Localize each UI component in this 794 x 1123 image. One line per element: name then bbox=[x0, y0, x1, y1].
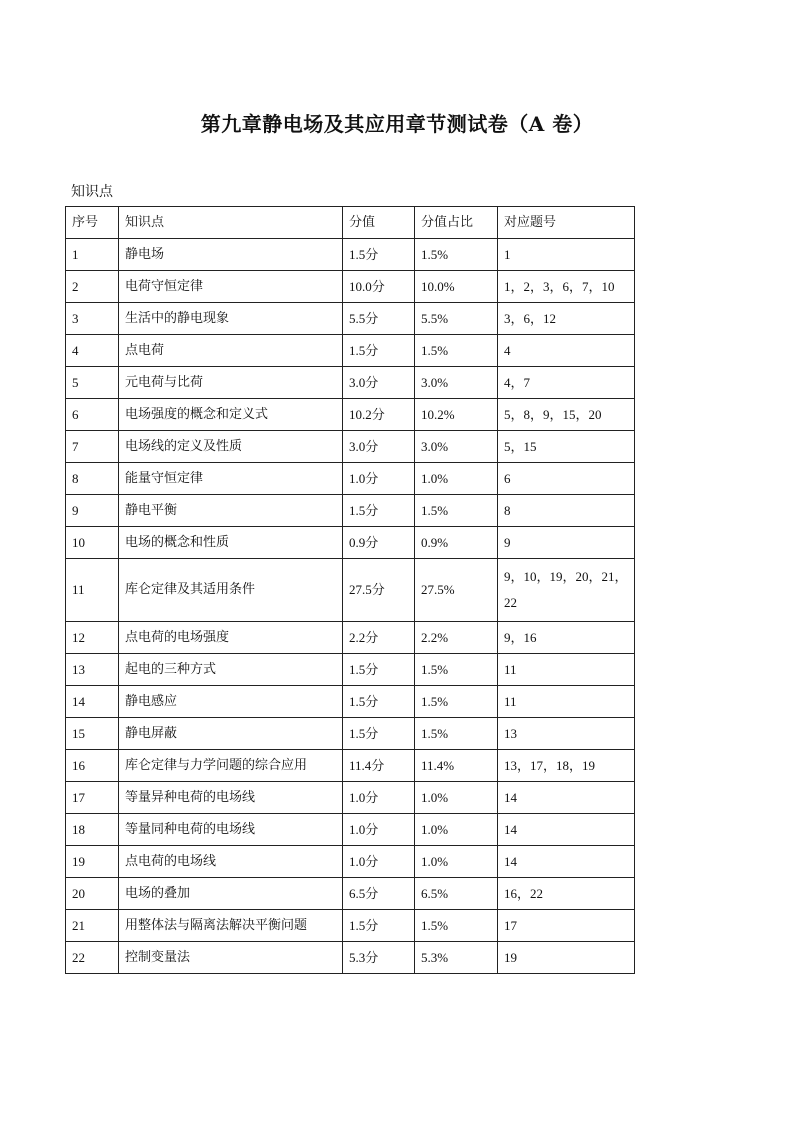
table-row bbox=[66, 654, 635, 686]
cell-questions: 5，15 bbox=[498, 431, 635, 463]
table-row bbox=[66, 559, 635, 622]
cell-index: 6 bbox=[66, 399, 119, 431]
cell-topic: 等量异种电荷的电场线 bbox=[119, 782, 343, 814]
cell-score: 6.5分 bbox=[343, 878, 415, 910]
cell-topic: 电场的概念和性质 bbox=[119, 527, 343, 559]
cell-score: 1.0分 bbox=[343, 814, 415, 846]
cell-ratio: 0.9% bbox=[415, 527, 498, 559]
cell-score: 5.3分 bbox=[343, 942, 415, 974]
cell-ratio: 3.0% bbox=[415, 367, 498, 399]
cell-topic: 能量守恒定律 bbox=[119, 463, 343, 495]
cell-questions: 9，16 bbox=[498, 622, 635, 654]
cell-score: 1.5分 bbox=[343, 718, 415, 750]
cell-score: 3.0分 bbox=[343, 431, 415, 463]
cell-score: 2.2分 bbox=[343, 622, 415, 654]
cell-index: 9 bbox=[66, 495, 119, 527]
cell-index: 8 bbox=[66, 463, 119, 495]
table-row bbox=[66, 622, 635, 654]
cell-ratio: 2.2% bbox=[415, 622, 498, 654]
cell-ratio: 27.5% bbox=[415, 559, 498, 622]
knowledge-table bbox=[65, 206, 635, 974]
cell-index: 13 bbox=[66, 654, 119, 686]
cell-index: 1 bbox=[66, 239, 119, 271]
cell-topic: 点电荷的电场强度 bbox=[119, 622, 343, 654]
cell-questions: 16，22 bbox=[498, 878, 635, 910]
cell-topic: 库仑定律及其适用条件 bbox=[119, 559, 343, 622]
cell-ratio: 10.0% bbox=[415, 271, 498, 303]
cell-questions: 11 bbox=[498, 686, 635, 718]
cell-topic: 静电屏蔽 bbox=[119, 718, 343, 750]
cell-index: 14 bbox=[66, 686, 119, 718]
cell-index: 4 bbox=[66, 335, 119, 367]
table-row bbox=[66, 878, 635, 910]
table-row bbox=[66, 367, 635, 399]
cell-ratio: 1.5% bbox=[415, 686, 498, 718]
cell-topic: 电场的叠加 bbox=[119, 878, 343, 910]
cell-index: 16 bbox=[66, 750, 119, 782]
table-row bbox=[66, 239, 635, 271]
cell-index: 22 bbox=[66, 942, 119, 974]
cell-topic: 电场线的定义及性质 bbox=[119, 431, 343, 463]
cell-score: 3.0分 bbox=[343, 367, 415, 399]
cell-questions: 6 bbox=[498, 463, 635, 495]
cell-index: 17 bbox=[66, 782, 119, 814]
table-row bbox=[66, 910, 635, 942]
cell-score: 11.4分 bbox=[343, 750, 415, 782]
table-row bbox=[66, 431, 635, 463]
cell-topic: 生活中的静电现象 bbox=[119, 303, 343, 335]
cell-topic: 点电荷的电场线 bbox=[119, 846, 343, 878]
cell-questions: 13 bbox=[498, 718, 635, 750]
cell-ratio: 1.0% bbox=[415, 846, 498, 878]
cell-score: 1.5分 bbox=[343, 335, 415, 367]
cell-ratio: 1.5% bbox=[415, 239, 498, 271]
table-row bbox=[66, 750, 635, 782]
cell-questions: 8 bbox=[498, 495, 635, 527]
cell-questions: 14 bbox=[498, 782, 635, 814]
cell-topic: 等量同种电荷的电场线 bbox=[119, 814, 343, 846]
cell-score: 1.5分 bbox=[343, 910, 415, 942]
table-row bbox=[66, 399, 635, 431]
cell-score: 10.2分 bbox=[343, 399, 415, 431]
cell-ratio: 1.0% bbox=[415, 814, 498, 846]
table-header-row bbox=[66, 207, 635, 239]
cell-index: 20 bbox=[66, 878, 119, 910]
cell-ratio: 5.5% bbox=[415, 303, 498, 335]
cell-score: 1.5分 bbox=[343, 654, 415, 686]
cell-index: 18 bbox=[66, 814, 119, 846]
cell-ratio: 1.0% bbox=[415, 463, 498, 495]
cell-topic: 静电平衡 bbox=[119, 495, 343, 527]
header-ratio: 分值占比 bbox=[415, 207, 498, 239]
cell-index: 21 bbox=[66, 910, 119, 942]
cell-topic: 点电荷 bbox=[119, 335, 343, 367]
cell-questions: 4 bbox=[498, 335, 635, 367]
cell-score: 10.0分 bbox=[343, 271, 415, 303]
cell-score: 1.5分 bbox=[343, 239, 415, 271]
cell-ratio: 3.0% bbox=[415, 431, 498, 463]
cell-topic: 电场强度的概念和定义式 bbox=[119, 399, 343, 431]
page-title: 第九章静电场及其应用章节测试卷（A 卷） bbox=[200, 112, 594, 136]
cell-questions: 1 bbox=[498, 239, 635, 271]
cell-topic: 用整体法与隔离法解决平衡问题 bbox=[119, 910, 343, 942]
cell-ratio: 1.5% bbox=[415, 335, 498, 367]
section-label: 知识点 bbox=[71, 184, 113, 200]
cell-topic: 静电场 bbox=[119, 239, 343, 271]
cell-ratio: 1.5% bbox=[415, 910, 498, 942]
cell-score: 0.9分 bbox=[343, 527, 415, 559]
cell-topic: 库仑定律与力学问题的综合应用 bbox=[119, 750, 343, 782]
cell-topic: 控制变量法 bbox=[119, 942, 343, 974]
cell-score: 1.0分 bbox=[343, 463, 415, 495]
table-row bbox=[66, 718, 635, 750]
cell-ratio: 1.5% bbox=[415, 495, 498, 527]
cell-questions: 19 bbox=[498, 942, 635, 974]
cell-questions: 9 bbox=[498, 527, 635, 559]
cell-questions: 14 bbox=[498, 814, 635, 846]
header-index: 序号 bbox=[66, 207, 119, 239]
cell-score: 27.5分 bbox=[343, 559, 415, 622]
table-row bbox=[66, 814, 635, 846]
table-row bbox=[66, 303, 635, 335]
cell-questions: 1，2，3，6，7，10 bbox=[498, 271, 635, 303]
cell-index: 10 bbox=[66, 527, 119, 559]
cell-ratio: 1.0% bbox=[415, 782, 498, 814]
cell-topic: 电荷守恒定律 bbox=[119, 271, 343, 303]
cell-questions: 4，7 bbox=[498, 367, 635, 399]
cell-questions: 5，8，9，15，20 bbox=[498, 399, 635, 431]
cell-score: 1.0分 bbox=[343, 782, 415, 814]
header-topic: 知识点 bbox=[119, 207, 343, 239]
header-score: 分值 bbox=[343, 207, 415, 239]
cell-ratio: 1.5% bbox=[415, 718, 498, 750]
cell-score: 1.5分 bbox=[343, 686, 415, 718]
cell-index: 11 bbox=[66, 559, 119, 622]
cell-questions: 14 bbox=[498, 846, 635, 878]
table-row bbox=[66, 463, 635, 495]
cell-score: 5.5分 bbox=[343, 303, 415, 335]
cell-questions: 3，6，12 bbox=[498, 303, 635, 335]
cell-questions: 13，17，18，19 bbox=[498, 750, 635, 782]
cell-topic: 静电感应 bbox=[119, 686, 343, 718]
table-row bbox=[66, 495, 635, 527]
cell-index: 2 bbox=[66, 271, 119, 303]
cell-topic: 元电荷与比荷 bbox=[119, 367, 343, 399]
table-row bbox=[66, 335, 635, 367]
cell-score: 1.5分 bbox=[343, 495, 415, 527]
table-row bbox=[66, 846, 635, 878]
table-row bbox=[66, 942, 635, 974]
table-row bbox=[66, 527, 635, 559]
cell-index: 7 bbox=[66, 431, 119, 463]
cell-ratio: 6.5% bbox=[415, 878, 498, 910]
cell-index: 19 bbox=[66, 846, 119, 878]
cell-index: 12 bbox=[66, 622, 119, 654]
table-row bbox=[66, 271, 635, 303]
table-row bbox=[66, 782, 635, 814]
cell-index: 3 bbox=[66, 303, 119, 335]
header-questions: 对应题号 bbox=[498, 207, 635, 239]
cell-ratio: 5.3% bbox=[415, 942, 498, 974]
cell-ratio: 1.5% bbox=[415, 654, 498, 686]
cell-ratio: 10.2% bbox=[415, 399, 498, 431]
cell-questions: 9，10，19，20，21，22 bbox=[498, 559, 635, 622]
table-row bbox=[66, 686, 635, 718]
cell-index: 15 bbox=[66, 718, 119, 750]
cell-ratio: 11.4% bbox=[415, 750, 498, 782]
cell-questions: 11 bbox=[498, 654, 635, 686]
cell-score: 1.0分 bbox=[343, 846, 415, 878]
cell-index: 5 bbox=[66, 367, 119, 399]
cell-topic: 起电的三种方式 bbox=[119, 654, 343, 686]
cell-questions: 17 bbox=[498, 910, 635, 942]
